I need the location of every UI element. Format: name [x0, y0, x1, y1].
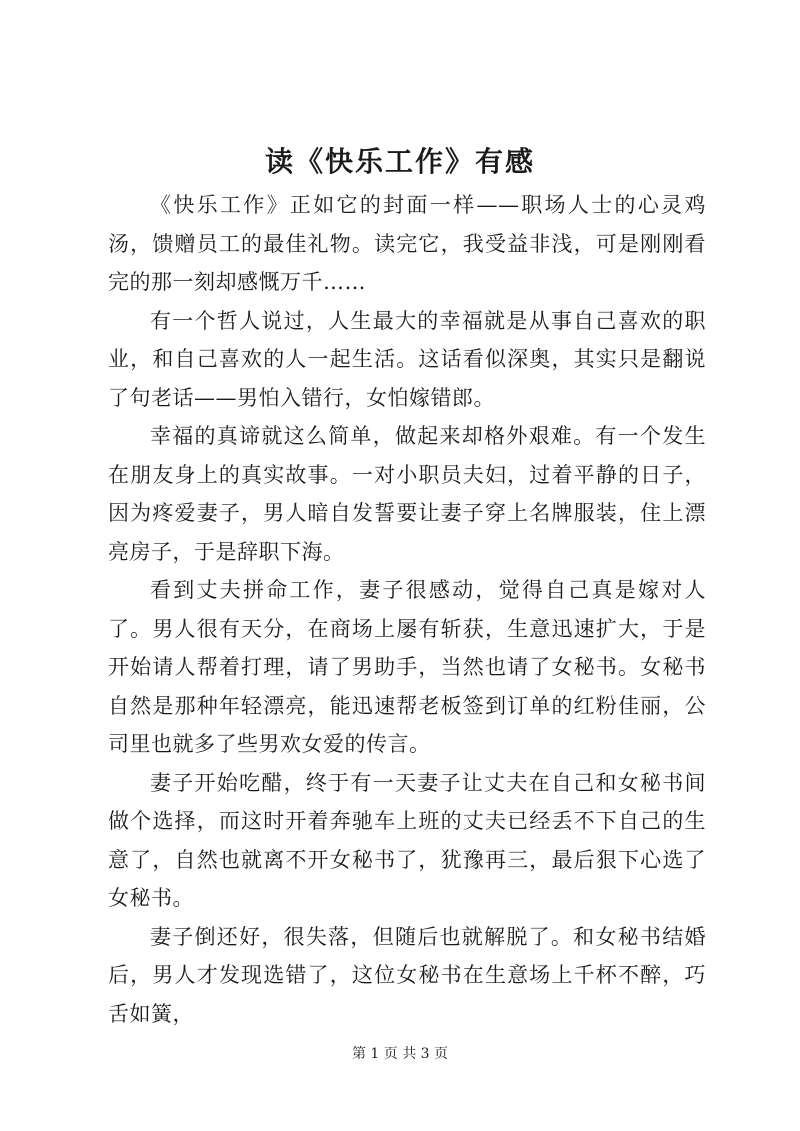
page-footer: 第 1 页 共 3 页: [351, 1046, 449, 1062]
paragraph-2: 有一个哲人说过，人生最大的幸福就是从事自己喜欢的职业，和自己喜欢的人一起生活。这话看似深奥，其实只是翻说了句老话——男怕入错行，女怕嫁错郎。: [108, 308, 706, 410]
paragraph-3: 幸福的真谛就这么简单，做起来却格外艰难。有一个发生在朋友身上的真实故事。一对小职员夫妇，过着平静的日子，因为疼爱妻子，男人暗自发誓要让妻子穿上名牌服装，住上漂亮房子，于是辞职下海。: [108, 424, 706, 564]
paragraph-6: 妻子倒还好，很失落，但随后也就解脱了。和女秘书结婚后，男人才发现选错了，这位女秘书在生意场上千杯不醉，巧舌如簧，: [108, 924, 706, 1026]
document-title: 读《快乐工作》有感: [264, 145, 535, 178]
document-body: [108, 186, 706, 1033]
paragraph-5: 妻子开始吃醋，终于有一天妻子让丈夫在自己和女秘书间做个选择，而这时开着奔驰车上班的丈夫已经丢不下自己的生意了，自然也就离不开女秘书了，犹豫再三，最后狠下心选了女秘书。: [108, 770, 706, 910]
paragraph-4: 看到丈夫拼命工作，妻子很感动，觉得自己真是嫁对人了。男人很有天分，在商场上屡有斩获，生意迅速扩大，于是开始请人帮着打理，请了男助手，当然也请了女秘书。女秘书自然是那种年轻漂亮，能迅速帮老板签到订单的红粉佳丽，公司里也就多了些男欢女爱的传言。: [108, 578, 706, 756]
paragraph-1: 《快乐工作》正如它的封面一样——职场人士的心灵鸡汤，馈赠员工的最佳礼物。读完它，我受益非浅，可是刚刚看完的那一刻却感慨万千……: [108, 193, 706, 294]
